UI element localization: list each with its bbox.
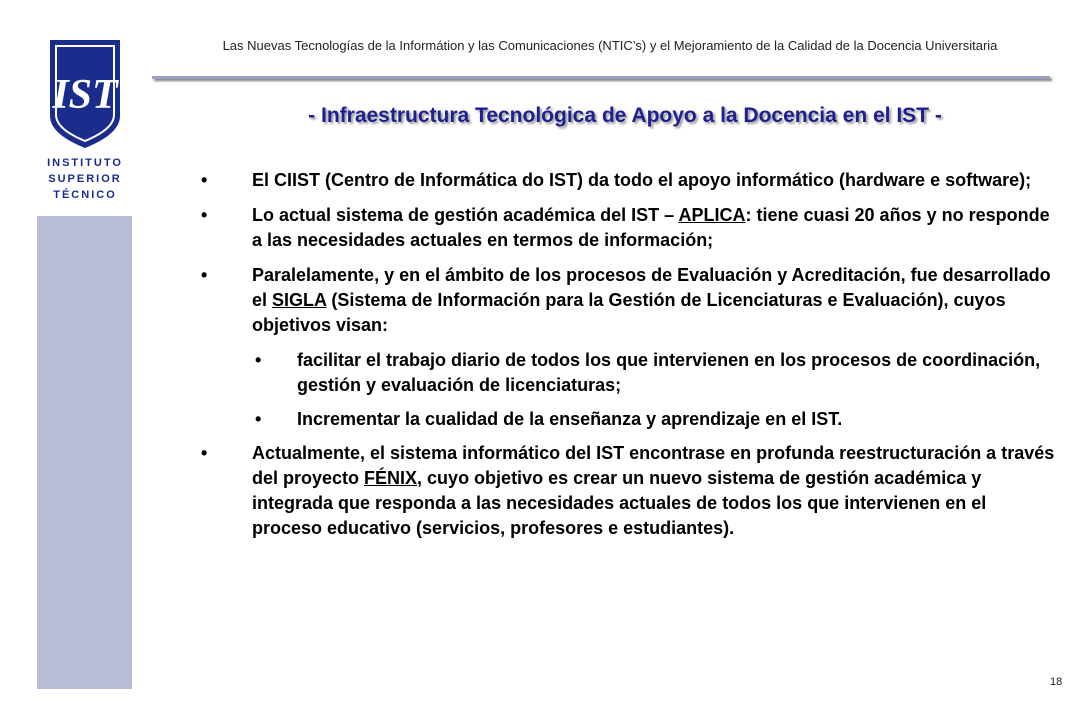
bullet-text: El CIIST (Centro de Informática do IST) da todo el apoyo informático (hardware e software); <box>252 170 1032 190</box>
logo-mark: IST <box>52 72 118 118</box>
bullet-text-post: (Sistema de Información para la Gestión de Licenciaturas e Evaluación), cuyos objetivos visan: <box>252 290 1006 335</box>
bullet-dot-icon: • <box>201 205 208 225</box>
sub-bullet-text: Incrementar la cualidad de la enseñanza y aprendizaje en el IST. <box>297 409 843 429</box>
fenix-link[interactable]: FÉNIX <box>364 468 418 488</box>
page-number: 18 <box>1050 676 1063 688</box>
slide-title: - Infraestructura Tecnológica de Apoyo a la Docencia en el IST - <box>308 104 942 127</box>
bullet-text-post: , cuyo objetivo es crear un nuevo sistema de gestión académica y integrada que responda a las necesidades actuales de todos los que intervienen en el proceso educativo (servicios, profesores e estudiantes). <box>252 468 987 538</box>
bullet-dot-icon: • <box>201 443 208 463</box>
header-subtitle: Las Nuevas Tecnologías de la Informátion y las Comunicaciones (NTIC’s) y el Mejoramiento de la Calidad de la Docencia Universitaria <box>222 38 998 53</box>
bullet-dot-icon: • <box>201 170 208 190</box>
bullet-item-aplica <box>195 203 1055 253</box>
bullet-text-pre: Actualmente, el sistema informático del IST encontrase en profunda reestructuración a través del proyecto <box>252 443 1055 488</box>
logo-line-1: INSTITUTO <box>47 157 123 169</box>
bullet-dot-icon: • <box>255 409 262 429</box>
logo-line-2: SUPERIOR <box>48 173 122 185</box>
logo-line-3: TÉCNICO <box>53 189 117 201</box>
sigla-link[interactable]: SIGLA <box>272 290 327 310</box>
sub-bullet-text: facilitar el trabajo diario de todos los que intervienen en los procesos de coordinación, gestión y evaluación de licenciaturas; <box>297 350 1041 395</box>
bullet-text-post: : tiene cuasi 20 años y no responde a las necesidades actuales en termos de información; <box>252 205 1050 250</box>
ist-logo <box>37 16 132 216</box>
header-divider <box>152 76 1050 79</box>
ist-shield-icon <box>37 16 132 216</box>
bullet-text-pre: Lo actual sistema de gestión académica del IST – <box>252 205 679 225</box>
sub-bullet-item-2 <box>195 407 1055 432</box>
aplica-link[interactable]: APLICA <box>678 205 746 225</box>
sub-bullet-item-1 <box>195 348 1055 398</box>
bullet-item-fenix <box>195 441 1055 541</box>
bullet-dot-icon: • <box>255 350 262 370</box>
bullet-item-sigla <box>195 263 1055 338</box>
bullet-text-pre: Paralelamente, y en el ámbito de los procesos de Evaluación y Acreditación, fue desarrollado el <box>252 265 1051 310</box>
bullet-dot-icon: • <box>201 265 208 285</box>
bullet-list <box>195 168 1055 551</box>
bullet-item-ciist <box>195 168 1055 193</box>
